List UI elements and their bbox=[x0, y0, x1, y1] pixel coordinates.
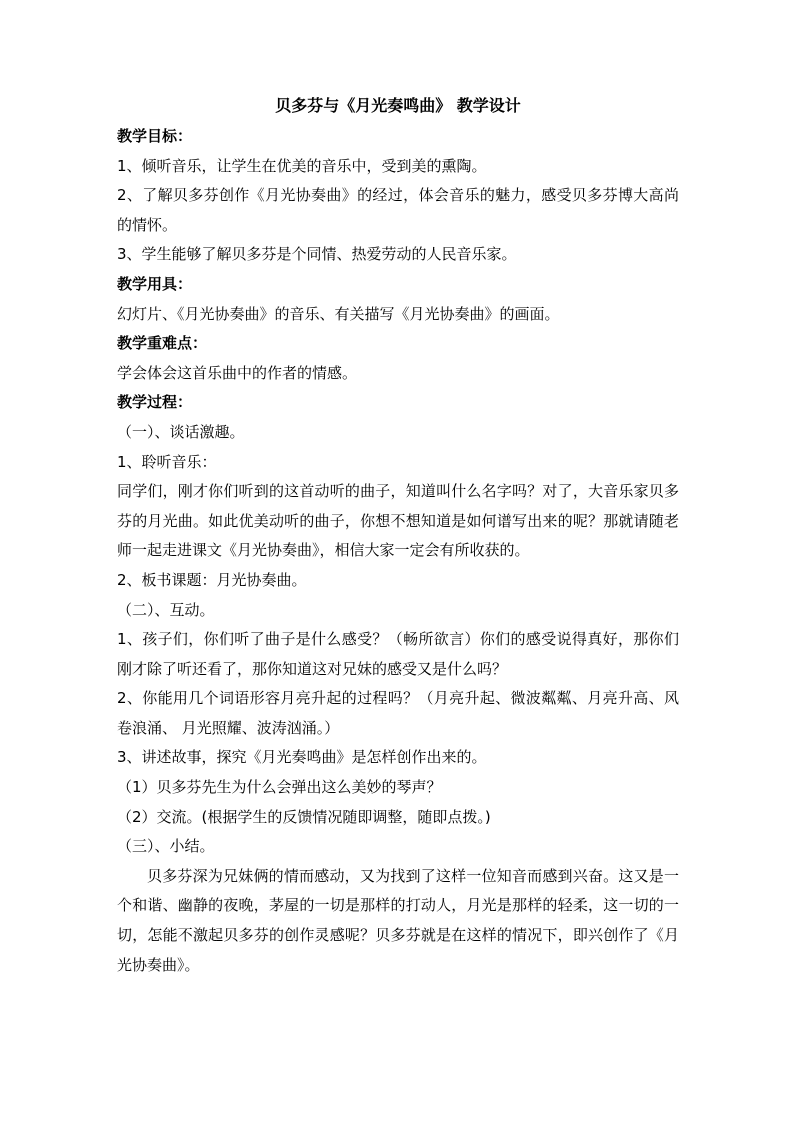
process-heading: 教学过程： bbox=[117, 393, 193, 412]
step-2-2: 2、你能用几个词语形容月亮升起的过程吗？（月亮升起、微波粼粼、月亮升高、风卷浪涌、 月光照耀、波涛汹涌。） bbox=[117, 689, 679, 737]
section-2-heading: （二）、互动。 bbox=[117, 600, 215, 619]
step-1-1-text: 同学们，刚才你们听到的这首动听的曲子，知道叫什么名字吗？对了，大音乐家贝多芬的月光曲。如此优美动听的曲子，你想不想知道是如何谱写出来的呢？那就请随老师一起走进课文《月光协奏曲》，相信大家一定会有所收获的。 bbox=[117, 482, 679, 560]
document-title: 贝多芬与《月光奏鸣曲》 教学设计 bbox=[275, 96, 521, 115]
tools-heading: 教学用具： bbox=[117, 274, 193, 293]
section-3-heading: （三）、小结。 bbox=[117, 837, 215, 856]
section-1-heading: （一）、谈话激趣。 bbox=[117, 422, 245, 441]
step-2-3-2: （2）交流。(根据学生的反馈情况随即调整，随即点拨。) bbox=[117, 807, 491, 826]
step-2-1: 1、孩子们，你们听了曲子是什么感受？（畅所欲言）你们的感受说得真好，那你们刚才除了听还看了，那你知道这对兄妹的感受又是什么吗？ bbox=[117, 630, 679, 678]
document-page bbox=[117, 92, 679, 980]
goal-item-3: 3、学生能够了解贝多芬是个同情、热爱劳动的人民音乐家。 bbox=[117, 245, 517, 264]
key-points-text: 学会体会这首乐曲中的作者的情感。 bbox=[117, 363, 358, 382]
summary-paragraph: 贝多芬深为兄妹俩的情而感动，又为找到了这样一位知音而感到兴奋。这又是一个和谐、幽静的夜晚，茅屋的一切是那样的打动人，月光是那样的轻柔，这一切的一切，怎能不激起贝多芬的创作灵感呢？贝多芬就是在这样的情况下，即兴创作了《月光协奏曲》。 bbox=[117, 866, 679, 974]
tools-text: 幻灯片、《月光协奏曲》的音乐、有关描写《月光协奏曲》的画面。 bbox=[117, 304, 560, 323]
step-1-2: 2、板书课题：月光协奏曲。 bbox=[117, 570, 307, 589]
goal-item-1: 1、倾听音乐，让学生在优美的音乐中，受到美的熏陶。 bbox=[117, 156, 487, 175]
key-points-heading: 教学重难点： bbox=[117, 334, 208, 353]
goal-item-2: 2、了解贝多芬创作《月光协奏曲》的经过，体会音乐的魅力，感受贝多芬博大高尚的情怀。 bbox=[117, 186, 679, 234]
goals-heading: 教学目标： bbox=[117, 127, 193, 145]
step-2-3-1: （1）贝多芬先生为什么会弹出这么美妙的琴声？ bbox=[117, 778, 442, 797]
step-2-3: 3、讲述故事，探究《月光奏鸣曲》是怎样创作出来的。 bbox=[117, 748, 487, 767]
step-1-1: 1、聆听音乐： bbox=[117, 452, 217, 471]
